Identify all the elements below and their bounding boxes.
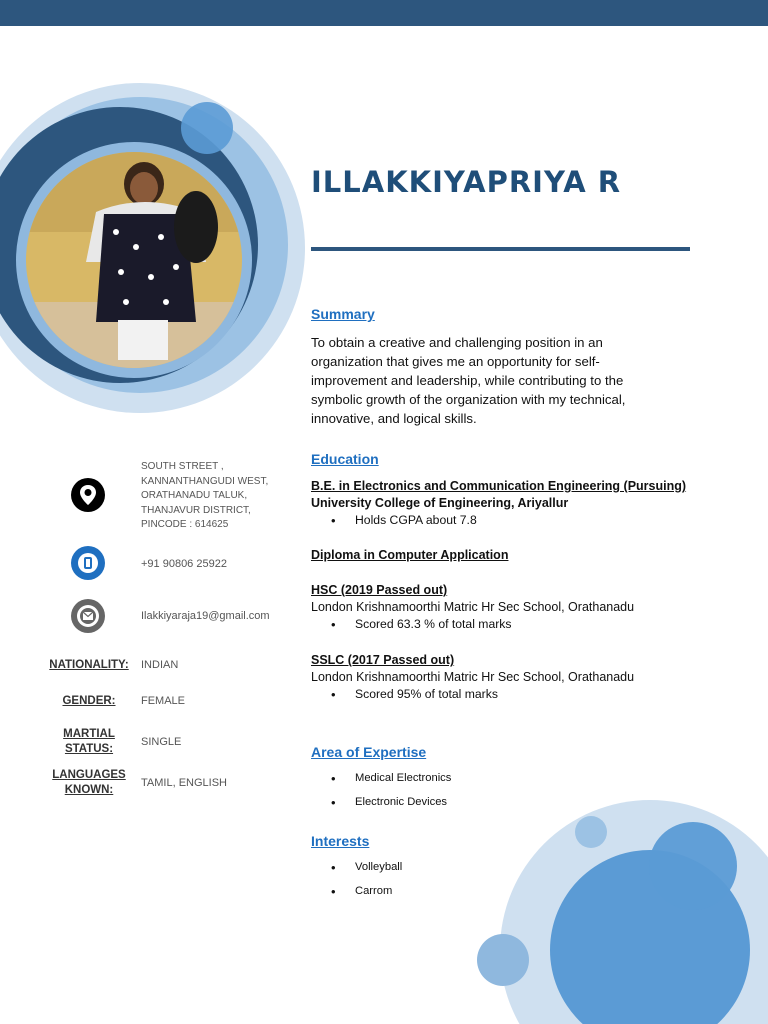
list-item: • Volleyball: [311, 859, 402, 876]
list-item: • Electronic Devices: [311, 794, 451, 811]
interests-heading: Interests: [311, 833, 370, 849]
name-divider: [311, 247, 690, 251]
top-banner: [0, 0, 768, 26]
languages-label: LANGUAGES KNOWN:: [52, 769, 126, 796]
languages-value: TAMIL, ENGLISH: [141, 777, 227, 789]
email-icon: [71, 599, 105, 633]
phone-icon: [71, 546, 105, 580]
candidate-name: ILLAKKIYAPRIYA R: [311, 165, 622, 199]
education-bullets: [311, 512, 686, 529]
profile-photo-image: [26, 152, 242, 368]
list-item: • Medical Electronics: [311, 770, 451, 787]
address-line: ORATHANADU TALUK,: [141, 490, 248, 501]
education-title: HSC (2019 Passed out): [311, 583, 448, 597]
gender-label: GENDER:: [62, 695, 116, 707]
deco-dot: [181, 102, 233, 154]
education-bullets: [311, 616, 634, 633]
address-line: THANJAVUR DISTRICT,: [141, 504, 251, 516]
education-institution: University College of Engineering, Ariyallur: [311, 496, 569, 510]
location-pin-icon: [71, 478, 105, 512]
address-line: PINCODE : 614625: [141, 519, 229, 530]
nationality-value: INDIAN: [141, 659, 179, 671]
education-title: SSLC (2017 Passed out): [311, 653, 455, 667]
list-item: • Holds CGPA about 7.8: [311, 512, 686, 529]
list-item: • Scored 95% of total marks: [311, 686, 634, 703]
expertise-heading: Area of Expertise: [311, 744, 427, 760]
education-institution: London Krishnamoorthi Matric Hr Sec School, Orathanadu: [311, 670, 635, 684]
education-entry: [311, 478, 686, 529]
address-line: KANNANTHANGUDI WEST,: [141, 475, 269, 487]
nationality-label: NATIONALITY:: [49, 659, 129, 671]
address-block: [141, 460, 268, 533]
deco-br-big: [500, 800, 768, 1024]
deco-br-top: [649, 822, 737, 910]
gender-value: FEMALE: [141, 695, 186, 707]
marital-status-label: MARTIAL STATUS:: [63, 728, 115, 755]
education-entry: [311, 582, 634, 633]
marital-status-value: SINGLE: [141, 736, 182, 748]
address-line: SOUTH STREET ,: [141, 461, 224, 472]
expertise-list: [311, 770, 451, 811]
education-entry: [311, 547, 508, 564]
education-bullets: [311, 686, 634, 703]
education-title: B.E. in Electronics and Communication Engineering (Pursuing): [311, 479, 687, 493]
education-title: Diploma in Computer Application: [311, 548, 509, 562]
deco-br-small: [575, 816, 607, 848]
deco-br-left: [477, 934, 529, 986]
summary-text: To obtain a creative and challenging position in an organization that gives me an opportunity for self-improvement and leadership, while contributing to the symbolic growth of the organization with my technical, innovative, and logical skills.: [311, 335, 626, 426]
summary-heading: Summary: [311, 306, 375, 322]
list-item: • Scored 63.3 % of total marks: [311, 616, 634, 633]
interests-list: [311, 859, 402, 900]
education-institution: London Krishnamoorthi Matric Hr Sec School, Orathanadu: [311, 600, 635, 614]
deco-br-mid: [550, 850, 750, 1024]
email-address[interactable]: Ilakkiyaraja19@gmail.com: [141, 610, 270, 622]
list-item: • Carrom: [311, 883, 402, 900]
phone-number[interactable]: +91 90806 25922: [141, 558, 227, 570]
profile-photo: [26, 152, 242, 368]
education-heading: Education: [311, 451, 379, 467]
education-entry: [311, 652, 634, 703]
